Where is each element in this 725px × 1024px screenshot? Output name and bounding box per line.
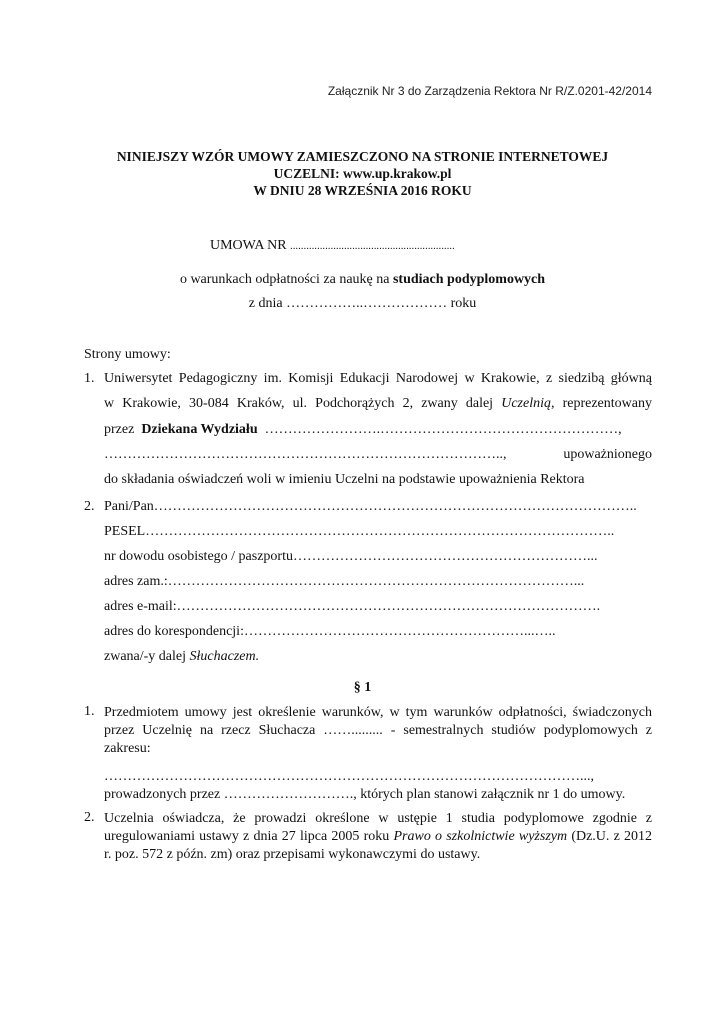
contract-date-line: z dnia ……………..……………… roku bbox=[248, 296, 477, 311]
party1-alias: Uczelnią bbox=[501, 396, 551, 411]
list-number: 1. bbox=[84, 704, 95, 719]
subject-bold: studiach podyplomowych bbox=[392, 272, 546, 287]
student-alias: Słuchaczem. bbox=[189, 649, 260, 664]
list-number: 2. bbox=[84, 499, 95, 514]
party1-line: Uniwersytet Pedagogiczny im. Komisji Edukacji Narodowej w Krakowie, z siedzibą główną bbox=[104, 371, 652, 386]
party1-dean: Dziekana Wydziału bbox=[141, 422, 258, 437]
party1-line: do składania oświadczeń woli w imieniu Uczelni na podstawie upoważnienia Rektora bbox=[104, 472, 585, 487]
act-title: Prawo o szkolnictwie wyższym bbox=[393, 829, 568, 844]
party1-line bbox=[104, 422, 652, 438]
correspondence-blank: adres do korespondencji:……………………………………………………...….. bbox=[104, 624, 556, 639]
student-called: zwana/-y dalej bbox=[104, 649, 187, 664]
notice-line: W DNIU 28 WRZEŚNIA 2016 ROKU bbox=[253, 183, 472, 198]
subject-prefix: o warunkach odpłatności za naukę na bbox=[179, 272, 390, 287]
student-name-blank: Pani/Pan………………………………………………………………………………………….. bbox=[104, 499, 637, 514]
id-number-blank: nr dowodu osobistego / paszportu………………………………………………………... bbox=[104, 549, 598, 564]
annex-note: Załącznik Nr 3 do Zarządzenia Rektora Nr R/Z.0201-42/2014 bbox=[327, 84, 652, 98]
party1-represented: , reprezentowany bbox=[550, 396, 652, 411]
list-number: 2. bbox=[84, 810, 95, 825]
section-heading: § 1 bbox=[353, 680, 372, 695]
email-blank: adres e-mail:………………………………………………………………………………. bbox=[104, 599, 601, 614]
contract-title-label: UMOWA NR bbox=[210, 238, 287, 253]
conducted-by-line: prowadzonych przez ………………………., których plan stanowi załącznik nr 1 do umowy. bbox=[104, 787, 626, 802]
notice-line: NINIEJSZY WZÓR UMOWY ZAMIESZCZONO NA STRONIE INTERNETOWEJ bbox=[116, 149, 609, 164]
section1-item2 bbox=[104, 810, 652, 864]
publication-notice bbox=[0, 148, 725, 199]
party1-authorized: upoważnionego bbox=[563, 447, 652, 462]
list-number: 1. bbox=[84, 371, 95, 386]
authorized-person-blank: ………………………………………………………………………….., bbox=[104, 447, 507, 462]
contract-number-blank: ............................................................. bbox=[290, 241, 455, 252]
item2-text-end: (Dz.U. z 2012 r. poz. 572 z późn. zm) oraz przepisami wykonawczymi do ustawy. bbox=[104, 829, 653, 862]
section1-item1: Przedmiotem umowy jest określenie warunków, w tym warunków odpłatności, świadczonych przez Uczelnię na rzecz Słuchacza ……......... - semestralnych studiów podyplomowych z zakresu: bbox=[104, 705, 652, 756]
party1-address: w Krakowie, 30-084 Kraków, ul. Podchorążych 2, zwany dalej bbox=[104, 396, 494, 411]
item2-text: Uczelnia oświadcza, że prowadzi określone w ustępie 1 studia podyplomowe zgodnie z uregulowaniami ustawy z dnia 27 lipca 2005 roku bbox=[104, 811, 652, 844]
scope-blank: …………………………………………………………………………………………..., bbox=[104, 769, 594, 784]
pesel-blank: PESEL……………………………………………………………………………………….. bbox=[104, 524, 615, 539]
party1-line bbox=[104, 396, 652, 412]
student-alias-line bbox=[104, 649, 652, 665]
notice-line: UCZELNI: www.up.krakow.pl bbox=[273, 166, 452, 181]
contract-number-line bbox=[210, 238, 455, 254]
address-blank: adres zam.:……………………………………………………………………………... bbox=[104, 574, 585, 589]
dean-name-blank: …………………….……………………………………………, bbox=[264, 422, 622, 437]
party1-by: przez bbox=[104, 422, 135, 437]
party1-line bbox=[104, 447, 652, 463]
contract-subject bbox=[0, 272, 725, 288]
parties-heading: Strony umowy: bbox=[84, 347, 171, 362]
